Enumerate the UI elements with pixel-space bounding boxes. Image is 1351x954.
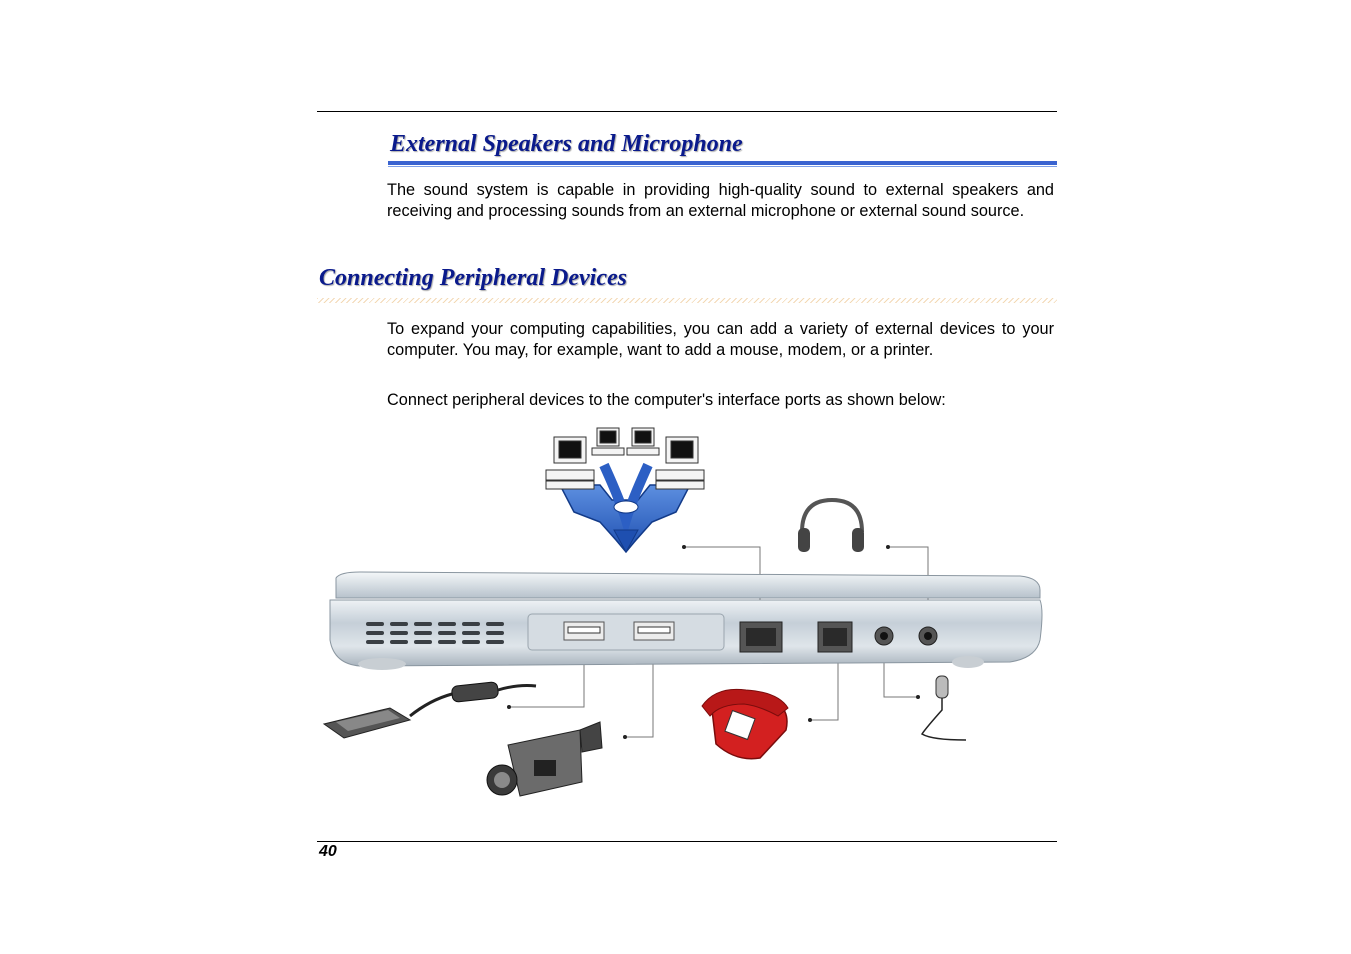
bottom-rule [317,841,1057,842]
pc-card-icon [324,682,536,738]
connect-instruction: Connect peripheral devices to the computer's interface ports as shown below: [387,391,946,409]
page-number: 40 [319,843,337,860]
microphone-icon [922,676,966,740]
headphones-icon [798,500,864,552]
camcorder-icon [487,722,602,796]
section-title-speakers: External Speakers and Microphone [390,131,743,157]
network-computers-icon [546,428,704,552]
laptop-rear-ports-illustration [330,572,1042,670]
speakers-paragraph: The sound system is capable in providing high-quality sound to external speakers and receiving and processing sounds from an external microphone or external sound source. [387,181,1054,220]
section-title-peripherals: Connecting Peripheral Devices [319,265,627,291]
telephone-icon [702,689,788,758]
peripherals-paragraph: To expand your computing capabilities, you can add a variety of external devices to your computer. You may, for example, want to add a mouse, modem, or a printer. [387,320,1054,359]
